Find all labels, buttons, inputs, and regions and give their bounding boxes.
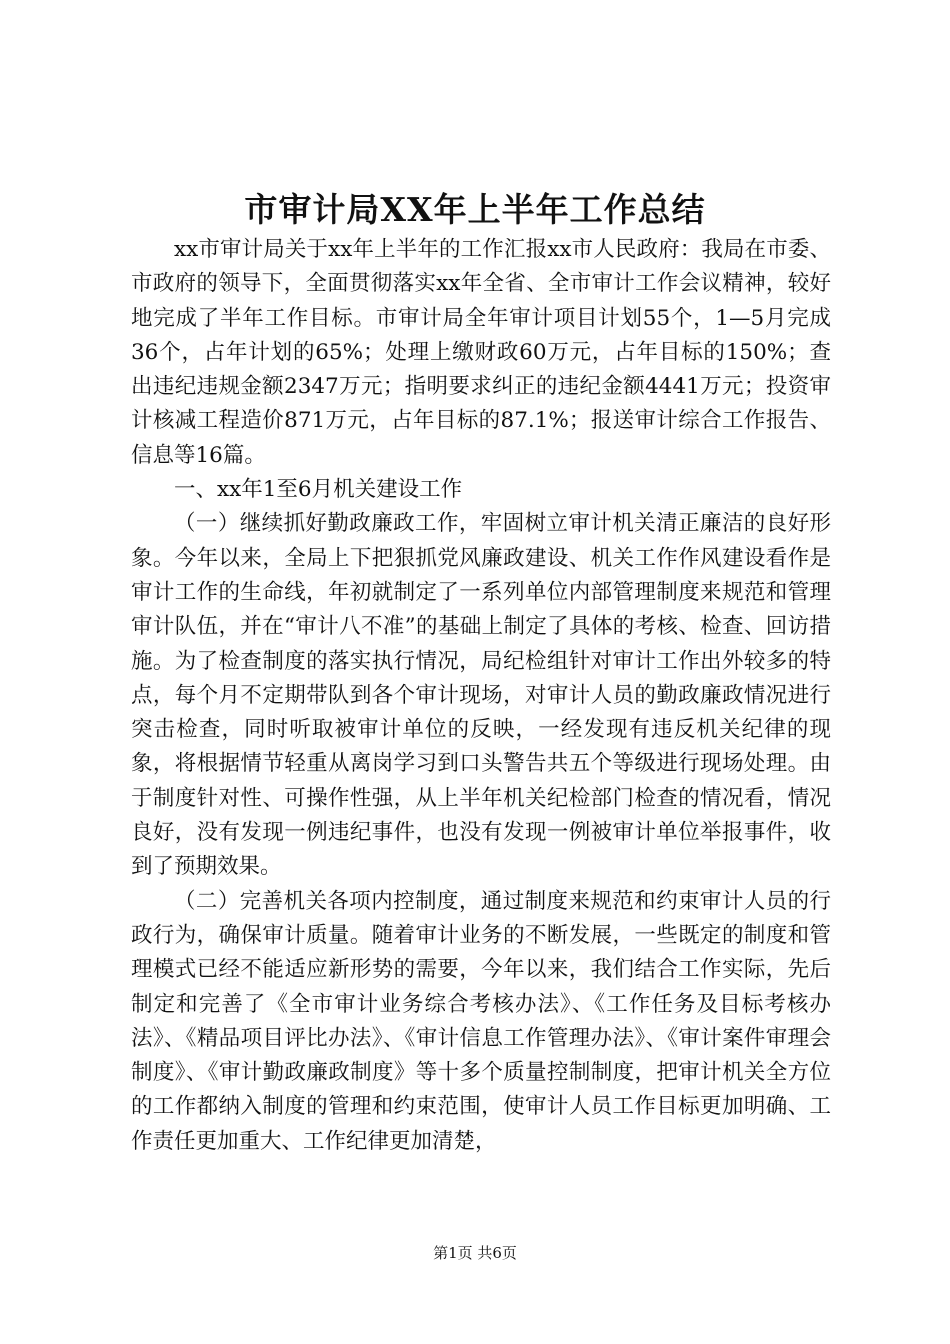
- paragraph-intro: xx市审计局关于xx年上半年的工作汇报xx市人民政府：我局在市委、市政府的领导下，全面贯彻落实xx年全省、全市审计工作会议精神，较好地完成了半年工作目标。市审计局全年审计项目计划55个，1—5月完成36个，占年计划的65%；处理上缴财政60万元，占年目标的150%；查出违纪违规金额2347万元；指明要求纠正的违纪金额4441万元；投资审计核减工程造价871万元，占年目标的87.1%；报送审计综合工作报告、信息等16篇。: [131, 237, 831, 468]
- paragraph-part-two: （二）完善机关各项内控制度，通过制度来规范和约束审计人员的行政行为，确保审计质量。随着审计业务的不断发展，一些既定的制度和管理模式已经不能适应新形势的需要，今年以来，我们结合工作实际，先后制定和完善了《全市审计业务综合考核办法》、《工作任务及目标考核办法》、《精品项目评比办法》、《审计信息工作管理办法》、《审计案件审理会制度》、《审计勤政廉政制度》等十多个质量控制制度，把审计机关全方位的工作都纳入制度的管理和约束范围，使审计人员工作目标更加明确、工作责任更加重大、工作纪律更加清楚，: [131, 888, 831, 1154]
- document-body: [131, 233, 831, 1159]
- paragraph-part-one: （一）继续抓好勤政廉政工作，牢固树立审计机关清正廉洁的良好形象。今年以来，全局上下把狠抓党风廉政建设、机关工作作风建设看作是审计工作的生命线，年初就制定了一系列单位内部管理制度来规范和管理审计队伍，并在“审计八不准”的基础上制定了具体的考核、检查、回访措施。为了检查制度的落实执行情况，局纪检组针对审计工作出外较多的特点，每个月不定期带队到各个审计现场，对审计人员的勤政廉政情况进行突击检查，同时听取被审计单位的反映，一经发现有违反机关纪律的现象，将根据情节轻重从离岗学习到口头警告共五个等级进行现场处理。由于制度针对性、可操作性强，从上半年机关纪检部门检查的情况看，情况良好，没有发现一例违纪事件，也没有发现一例被审计单位举报事件，收到了预期效果。: [131, 511, 831, 880]
- document-title: 市审计局XX年上半年工作总结: [244, 190, 706, 229]
- page-footer: 第1页 共6页: [433, 1244, 517, 1262]
- section-heading: 一、xx年1至6月机关建设工作: [174, 477, 463, 503]
